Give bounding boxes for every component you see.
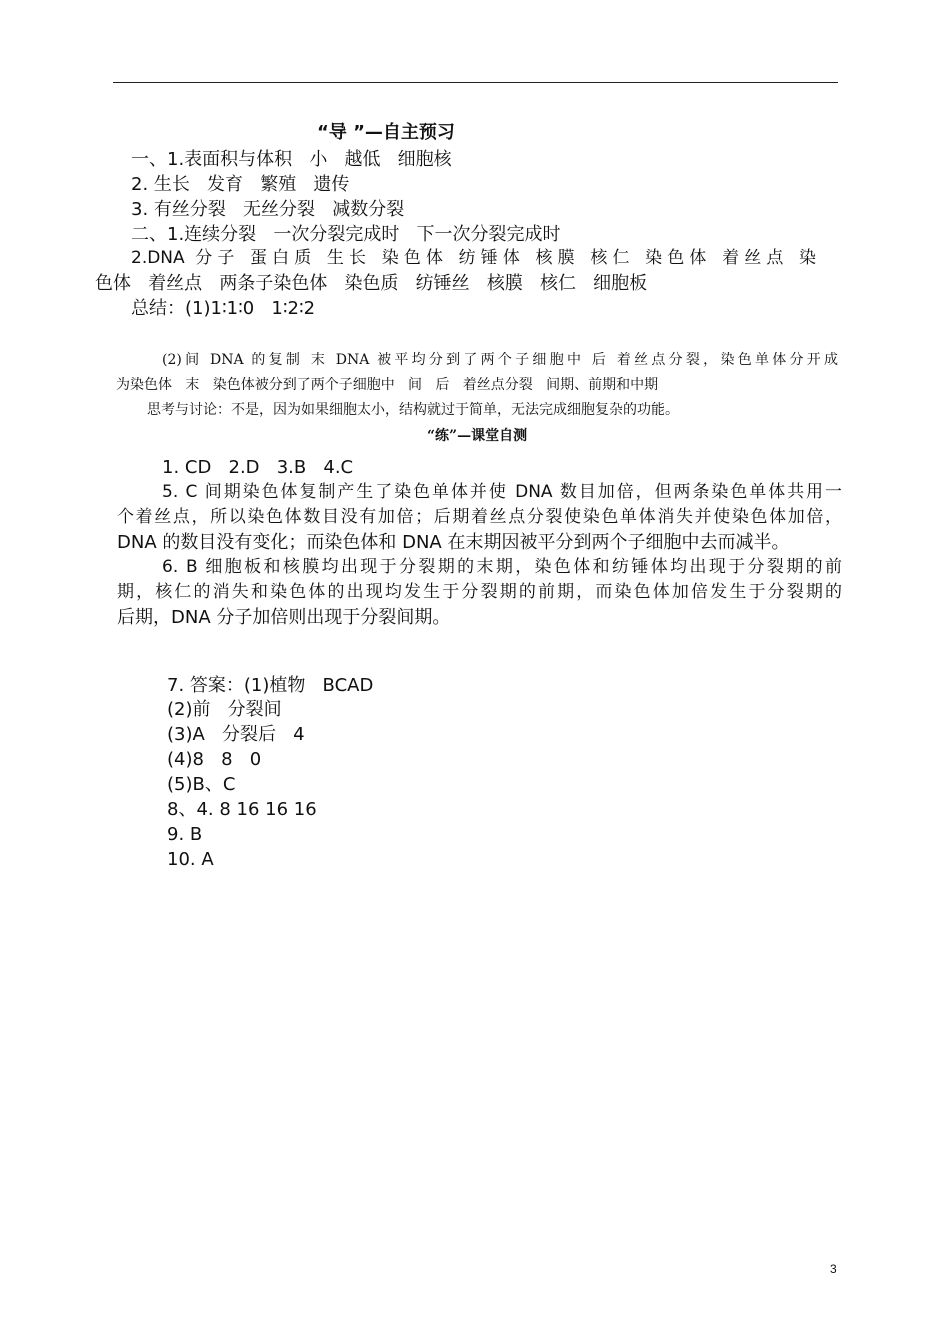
answer-line: (4)8 8 0 — [167, 749, 262, 770]
section-title-preview: “导 ”—自主预习 — [317, 122, 455, 143]
discussion-line: 思考与讨论：不是，因为如果细胞太小，结构就过于简单，无法完成细胞复杂的功能。 — [147, 402, 679, 418]
answer-line: 10. A — [167, 849, 214, 870]
text-line: 一、1.表面积与体积 小 越低 细胞核 — [131, 149, 452, 170]
answer-line: 7. 答案：(1)植物 BCAD — [167, 675, 374, 696]
note-line: (2)间 DNA 的复制 末 DNA 被平均分到了两个子细胞中 后 着丝点分裂，染色单体分开成 — [162, 352, 838, 368]
answer-line: (3)A 分裂后 4 — [167, 724, 305, 745]
text-line: 3. 有丝分裂 无丝分裂 减数分裂 — [131, 199, 405, 220]
answer-line: (5)B、C — [167, 774, 236, 795]
header-rule — [113, 82, 838, 83]
text-line: 2.DNA 分子 蛋白质 生长 染色体 纺锤体 核膜 核仁 染色体 着丝点 染 — [131, 248, 816, 268]
section-title-practice: “练”—课堂自测 — [427, 428, 528, 444]
answer-line: 5. C 间期染色体复制产生了染色单体并使 DNA 数目加倍，但两条染色单体共用一 — [162, 482, 842, 502]
answer-line: 6. B 细胞板和核膜均出现于分裂期的末期，染色体和纺锤体均出现于分裂期的前 — [162, 557, 842, 577]
text-line: 色体 着丝点 两条子染色体 染色质 纺锤丝 核膜 核仁 细胞板 — [95, 273, 648, 294]
answer-line: 8、4. 8 16 16 16 — [167, 799, 317, 820]
answer-line: 期，核仁的消失和染色体的出现均发生于分裂期的前期，而染色体加倍发生于分裂期的 — [117, 582, 842, 602]
answer-line: 1. CD 2.D 3.B 4.C — [162, 457, 354, 478]
text-line: 二、1.连续分裂 一次分裂完成时 下一次分裂完成时 — [131, 224, 561, 245]
answer-line: 个着丝点，所以染色体数目没有加倍；后期着丝点分裂使染色单体消失并使染色体加倍， — [117, 507, 842, 527]
text-line: 2. 生长 发育 繁殖 遗传 — [131, 174, 350, 195]
summary-line: 总结：(1)1∶1∶0 1∶2∶2 — [131, 298, 316, 319]
answer-line: DNA 的数目没有变化；而染色体和 DNA 在末期因被平分到两个子细胞中去而减半。 — [117, 532, 790, 553]
note-line: 为染色体 末 染色体被分到了两个子细胞中 间 后 着丝点分裂 间期、前期和中期 — [116, 377, 659, 393]
page-number: 3 — [830, 1262, 837, 1276]
answer-line: 后期，DNA 分子加倍则出现于分裂间期。 — [117, 607, 451, 628]
answer-line: (2)前 分裂间 — [167, 699, 282, 720]
answer-line: 9. B — [167, 824, 203, 845]
